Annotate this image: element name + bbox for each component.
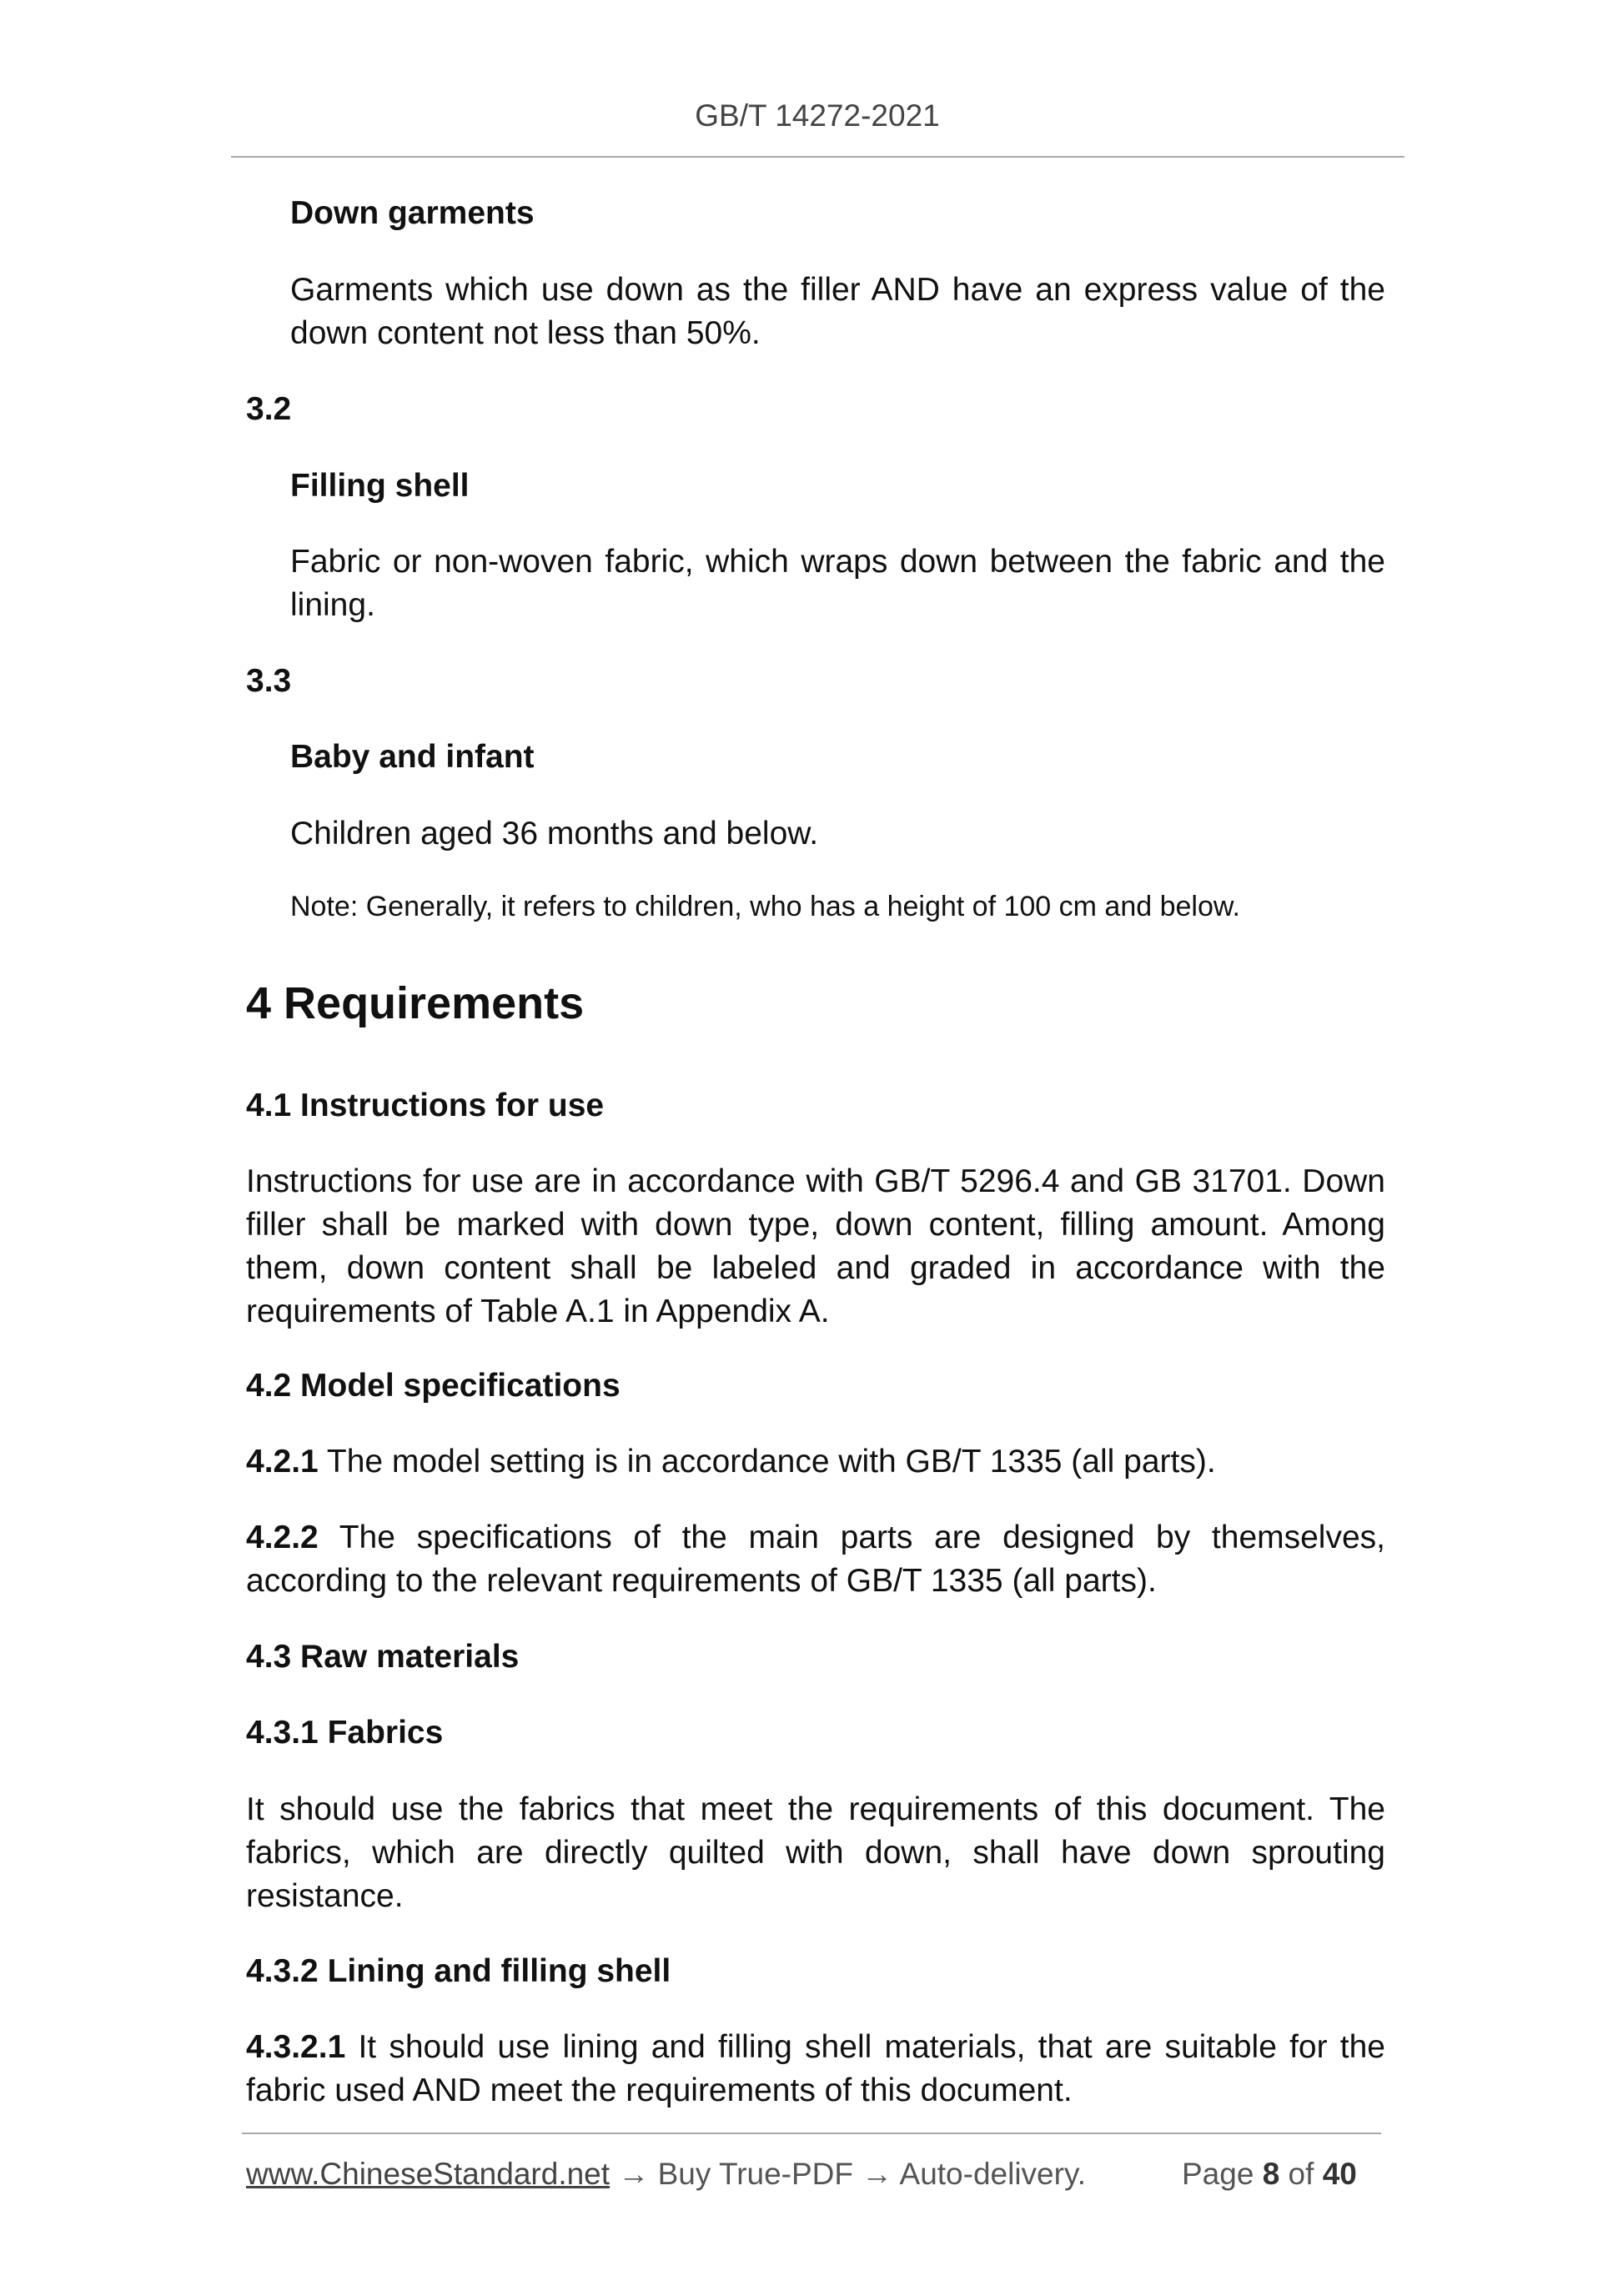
clause-number-4-2-2: 4.2.2: [246, 1520, 319, 1555]
paragraph-4-1: Instructions for use are in accordance with GB/T 5296.4 and GB 31701. Down filler shall be marked with down type, down content, filling amount. Among them, down content shall be labeled and graded in accordance with the requirements of Table A.1 in Appendix A.: [246, 1163, 1385, 1329]
note-baby-and-infant: Note: Generally, it refers to children, who has a height of 100 cm and below.: [290, 891, 1240, 922]
site-link[interactable]: www.ChineseStandard.net: [246, 2157, 611, 2191]
total-page-count: 40: [1322, 2157, 1357, 2191]
clause-number-3-3: 3.3: [246, 663, 292, 699]
section-heading-4-3-1: 4.3.1 Fabrics: [246, 1715, 444, 1751]
paragraph-4-3-2-1: [246, 2026, 1385, 2113]
paragraph-4-3-2-1-text: It should use lining and filling shell materials, that are suitable for the fabric used AND meet the requirements of this document.: [246, 2029, 1385, 2108]
definition-baby-and-infant: Children aged 36 months and below.: [290, 816, 819, 852]
clause-number-4-2-1: 4.2.1: [246, 1444, 319, 1480]
footer-promo-text: → Buy True-PDF → Auto-delivery.: [610, 2157, 1086, 2191]
paragraph-4-2-1-text: The model setting is in accordance with GB/T 1335 (all parts).: [318, 1444, 1216, 1480]
section-heading-4-3: 4.3 Raw materials: [246, 1639, 520, 1675]
term-down-garments: Down garments: [290, 195, 535, 231]
header-divider: [231, 156, 1404, 158]
definition-down-garments: Garments which use down as the filler AND have an express value of the down content not less than 50%.: [290, 272, 1385, 351]
page-counter: [1182, 2157, 1357, 2192]
paragraph-4-3-1: It should use the fabrics that meet the requirements of this document. The fabrics, which are directly quilted with down, shall have down sprouting resistance.: [246, 1791, 1385, 1914]
section-heading-4: 4 Requirements: [246, 978, 585, 1028]
paragraph-4-2-2: [246, 1516, 1385, 1603]
section-heading-4-1: 4.1 Instructions for use: [246, 1088, 605, 1123]
page-header-title: GB/T 14272-2021: [695, 98, 940, 133]
definition-filling-shell: Fabric or non-woven fabric, which wraps down between the fabric and the lining.: [290, 544, 1385, 623]
footer-divider: [242, 2133, 1381, 2134]
current-page-number: 8: [1262, 2157, 1280, 2191]
term-filling-shell: Filling shell: [290, 468, 470, 504]
term-baby-and-infant: Baby and infant: [290, 739, 535, 775]
page-label: Page: [1182, 2157, 1263, 2191]
clause-number-3-2: 3.2: [246, 391, 292, 427]
section-heading-4-2: 4.2 Model specifications: [246, 1368, 621, 1404]
of-label: of: [1279, 2157, 1323, 2191]
footer-promo: [246, 2157, 1086, 2192]
paragraph-4-2-2-text: The specifications of the main parts are designed by themselves, according to the relevant requirements of GB/T 1335 (all parts).: [246, 1520, 1385, 1599]
section-heading-4-3-2: 4.3.2 Lining and filling shell: [246, 1953, 671, 1989]
paragraph-4-2-1: [246, 1440, 1385, 1484]
clause-number-4-3-2-1: 4.3.2.1: [246, 2029, 346, 2065]
